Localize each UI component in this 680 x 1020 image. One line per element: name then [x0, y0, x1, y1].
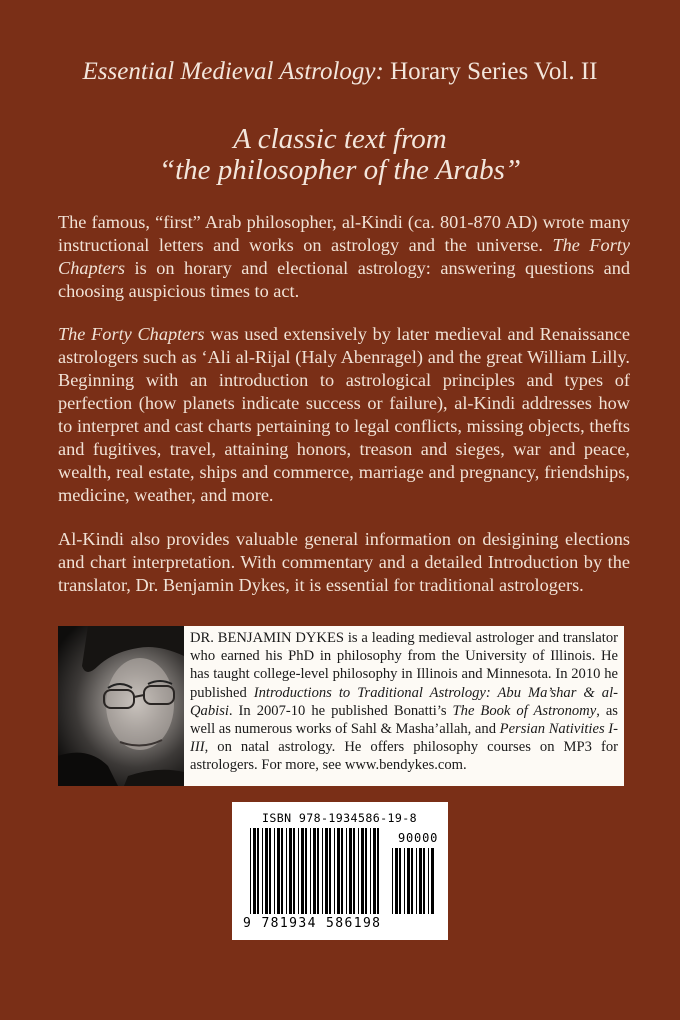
blurb-p2-text: was used extensively by later medieval and Renaissance astrologers such as ‘Ali al-Rijal (Haly Abenragel) and the great William Lilly. Beginning with an introduction to astrological principles and types of perfection (how planets indicate success or failure), al-Kindi addresses how to interpret and cast charts pertaining to legal conflicts, missing objects, thefts and fugitives, travel, attaining honors, treason and sieges, war and peace, wealth, real estate, ships and commerce, marriage and pregnancy, friendships, medicine, weather, and more. — [58, 324, 631, 505]
tagline-line-1: A classic text from — [233, 123, 447, 155]
isbn-barcode-box — [232, 802, 448, 940]
bio-book-astronomy: The Book of Astronomy — [452, 702, 597, 719]
blurb-p2-book-title: The Forty Chapters — [58, 324, 205, 344]
blurb-p1-text-c: is on horary and electional astrology: answering questions and choosing auspicious times to act. — [58, 258, 630, 301]
author-bio-text — [190, 629, 618, 775]
author-bio-box — [58, 626, 624, 786]
ean-digits: 9 781934 586198 — [243, 916, 382, 931]
bio-text-part-5: , as well as numerous works of Sahl & Masha’allah, and — [190, 702, 618, 738]
tagline-line-2: “the philosopher of the Arabs” — [159, 154, 521, 186]
tagline — [0, 124, 680, 186]
bio-text-part-3: . In 2007-10 he published Bonatti’s — [228, 702, 453, 719]
blurb-paragraph-1 — [58, 211, 630, 303]
bio-book-introductions: Introductions to Traditional Astrology: Abu Ma’shar & al-Qabisi — [190, 684, 618, 719]
isbn-number: ISBN 978-1934586-19-8 — [262, 811, 417, 825]
blurb-p1-book-title: The Forty Chapters — [58, 235, 631, 278]
bio-book-persian-nativities: Persian Nativities I-III — [190, 721, 619, 756]
blurb-p1-text-a: The famous, “first” Arab philosopher, al-Kindi (ca. 801-870 AD) wrote many instructional letters and works on astrology and the universe. — [58, 212, 630, 255]
bio-text-part-1: DR. BENJAMIN DYKES is a leading medieval astrologer and translator who earned his PhD in philosophy from the University of Illinois. He has taught college-level philosophy in Illinois and Minnesota. In 2010 he published — [190, 630, 618, 701]
blurb-paragraph-3 — [58, 528, 630, 597]
blurb-paragraph-2 — [58, 323, 630, 507]
bio-text-part-7: , on natal astrology. He offers philosophy courses on MP3 for astrologers. For more, see www.bendykes.com. — [190, 739, 618, 774]
price-code: 90000 — [398, 831, 439, 845]
author-portrait-icon — [58, 626, 184, 786]
author-photo — [58, 626, 184, 786]
series-title — [0, 58, 680, 86]
blurb-p3-text: Al-Kindi also provides valuable general information on desigining elections and chart interpretation. With commentary and a detailed Introduction by the translator, Dr. Benjamin Dykes, it is essential for traditional astrologers. — [58, 529, 630, 595]
series-title-rest: Horary Series Vol. II — [383, 58, 598, 85]
series-title-italic: Essential Medieval Astrology: — [82, 58, 384, 85]
